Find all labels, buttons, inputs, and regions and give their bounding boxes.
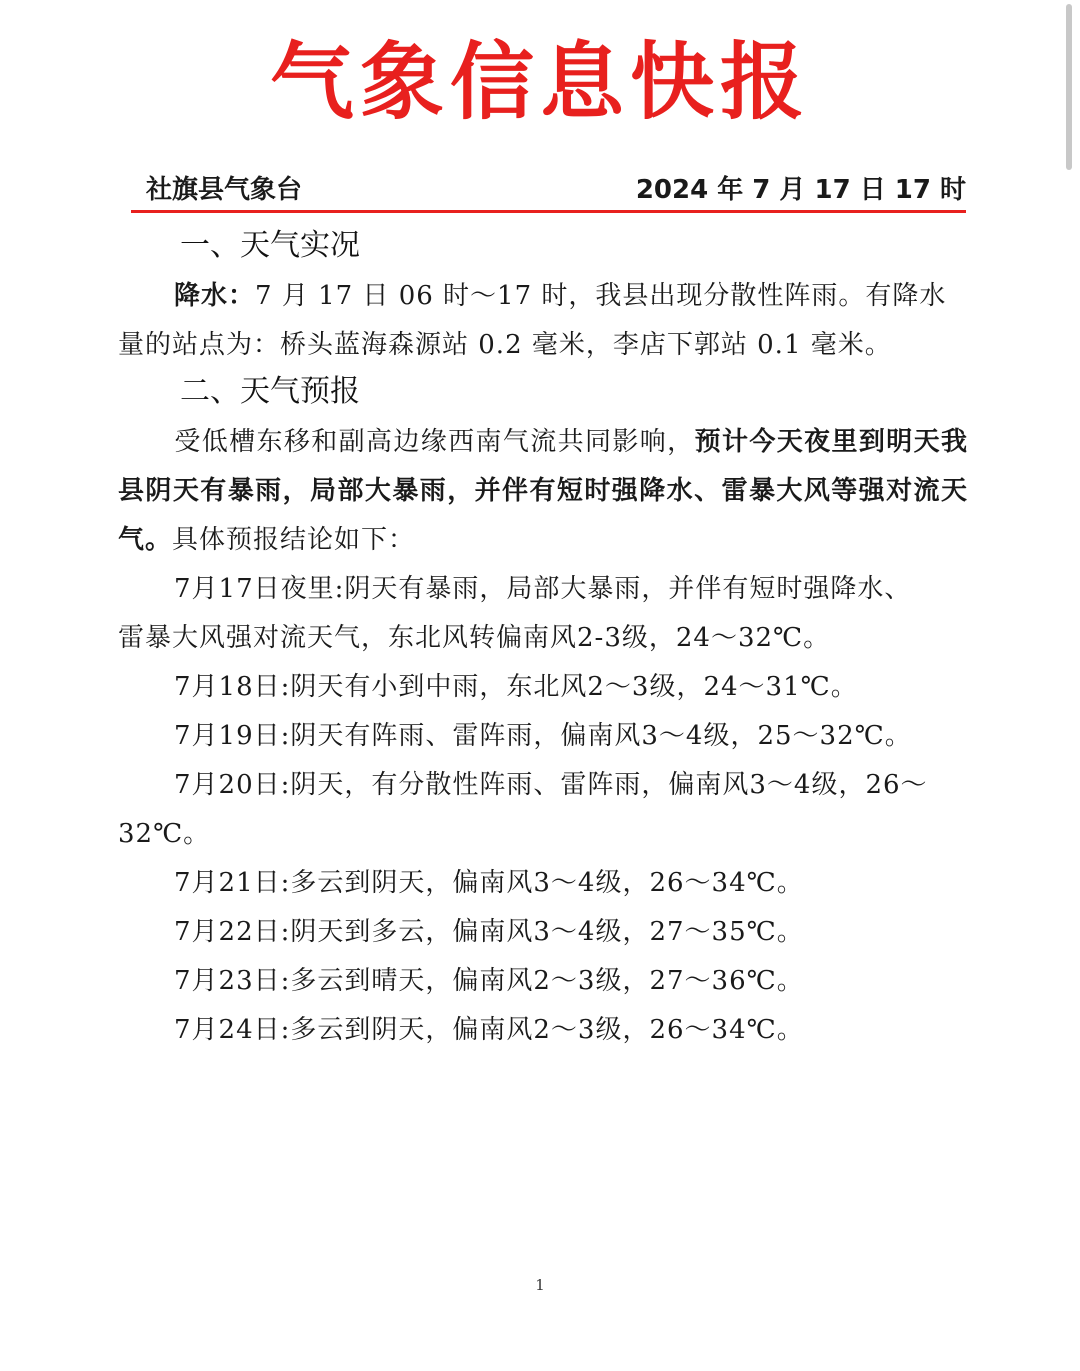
forecast-text: 7月20日:阴天，有分散性阵雨、雷阵雨，偏南风3～4级，26～ bbox=[174, 770, 928, 800]
section-heading-observations: 一、天气实况 bbox=[180, 228, 360, 263]
precip-text-2: 量的站点为：桥头蓝海森源站 0.2 毫米，李店下郭站 0.1 毫米。 bbox=[118, 330, 892, 360]
precip-line-2 bbox=[118, 321, 968, 370]
forecast-intro bbox=[118, 418, 968, 565]
intro-tail: 具体预报结论如下： bbox=[172, 525, 416, 555]
forecast-text: 7月22日:阴天到多云，偏南风3～4级，27～35℃。 bbox=[174, 917, 804, 947]
section-heading-forecast: 二、天气预报 bbox=[180, 374, 360, 409]
intro-normal: 受低槽东移和副高边缘西南气流共同影响， bbox=[174, 427, 695, 457]
forecast-item-cont bbox=[118, 614, 968, 663]
forecast-item bbox=[118, 565, 968, 614]
page-number: 1 bbox=[535, 1276, 545, 1294]
forecast-item bbox=[118, 712, 968, 761]
precip-label: 降水： bbox=[174, 281, 256, 311]
forecast-item-cont bbox=[118, 810, 968, 859]
forecast-text: 7月19日:阴天有阵雨、雷阵雨，偏南风3～4级，25～32℃。 bbox=[174, 721, 912, 751]
issuer-header bbox=[146, 170, 966, 210]
precip-text-1: 7 月 17 日 06 时～17 时，我县出现分散性阵雨。有降水 bbox=[255, 281, 947, 311]
forecast-text: 7月24日:多云到阴天，偏南风2～3级，26～34℃。 bbox=[174, 1015, 804, 1045]
header-divider bbox=[131, 210, 966, 213]
forecast-text: 7月21日:多云到阴天，偏南风3～4级，26～34℃。 bbox=[174, 868, 804, 898]
forecast-text: 雷暴大风强对流天气，东北风转偏南风2-3级，24～32℃。 bbox=[118, 623, 831, 653]
precip-line-1 bbox=[118, 272, 968, 321]
issue-datetime: 2024 年 7 月 17 日 17 时 bbox=[635, 175, 966, 205]
forecast-item bbox=[118, 1006, 968, 1055]
document-title: 气象信息快报 bbox=[269, 33, 810, 131]
forecast-text: 7月17日夜里:阴天有暴雨，局部大暴雨，并伴有短时强降水、 bbox=[174, 574, 912, 604]
forecast-item bbox=[118, 761, 968, 810]
forecast-text: 32℃。 bbox=[118, 819, 211, 849]
intro-bold: 预计今天夜里到明天我县阴天有暴雨，局部大暴雨，并伴有短时强降水、雷暴大风等强对流天气。 bbox=[118, 427, 968, 555]
forecast-text: 7月18日:阴天有小到中雨，东北风2～3级，24～31℃。 bbox=[174, 672, 858, 702]
forecast-item bbox=[118, 663, 968, 712]
forecast-text: 7月23日:多云到晴天，偏南风2～3级，27～36℃。 bbox=[174, 966, 804, 996]
forecast-item bbox=[118, 957, 968, 1006]
forecast-item bbox=[118, 859, 968, 908]
issuer-name: 社旗县气象台 bbox=[146, 175, 303, 205]
forecast-item bbox=[118, 908, 968, 957]
